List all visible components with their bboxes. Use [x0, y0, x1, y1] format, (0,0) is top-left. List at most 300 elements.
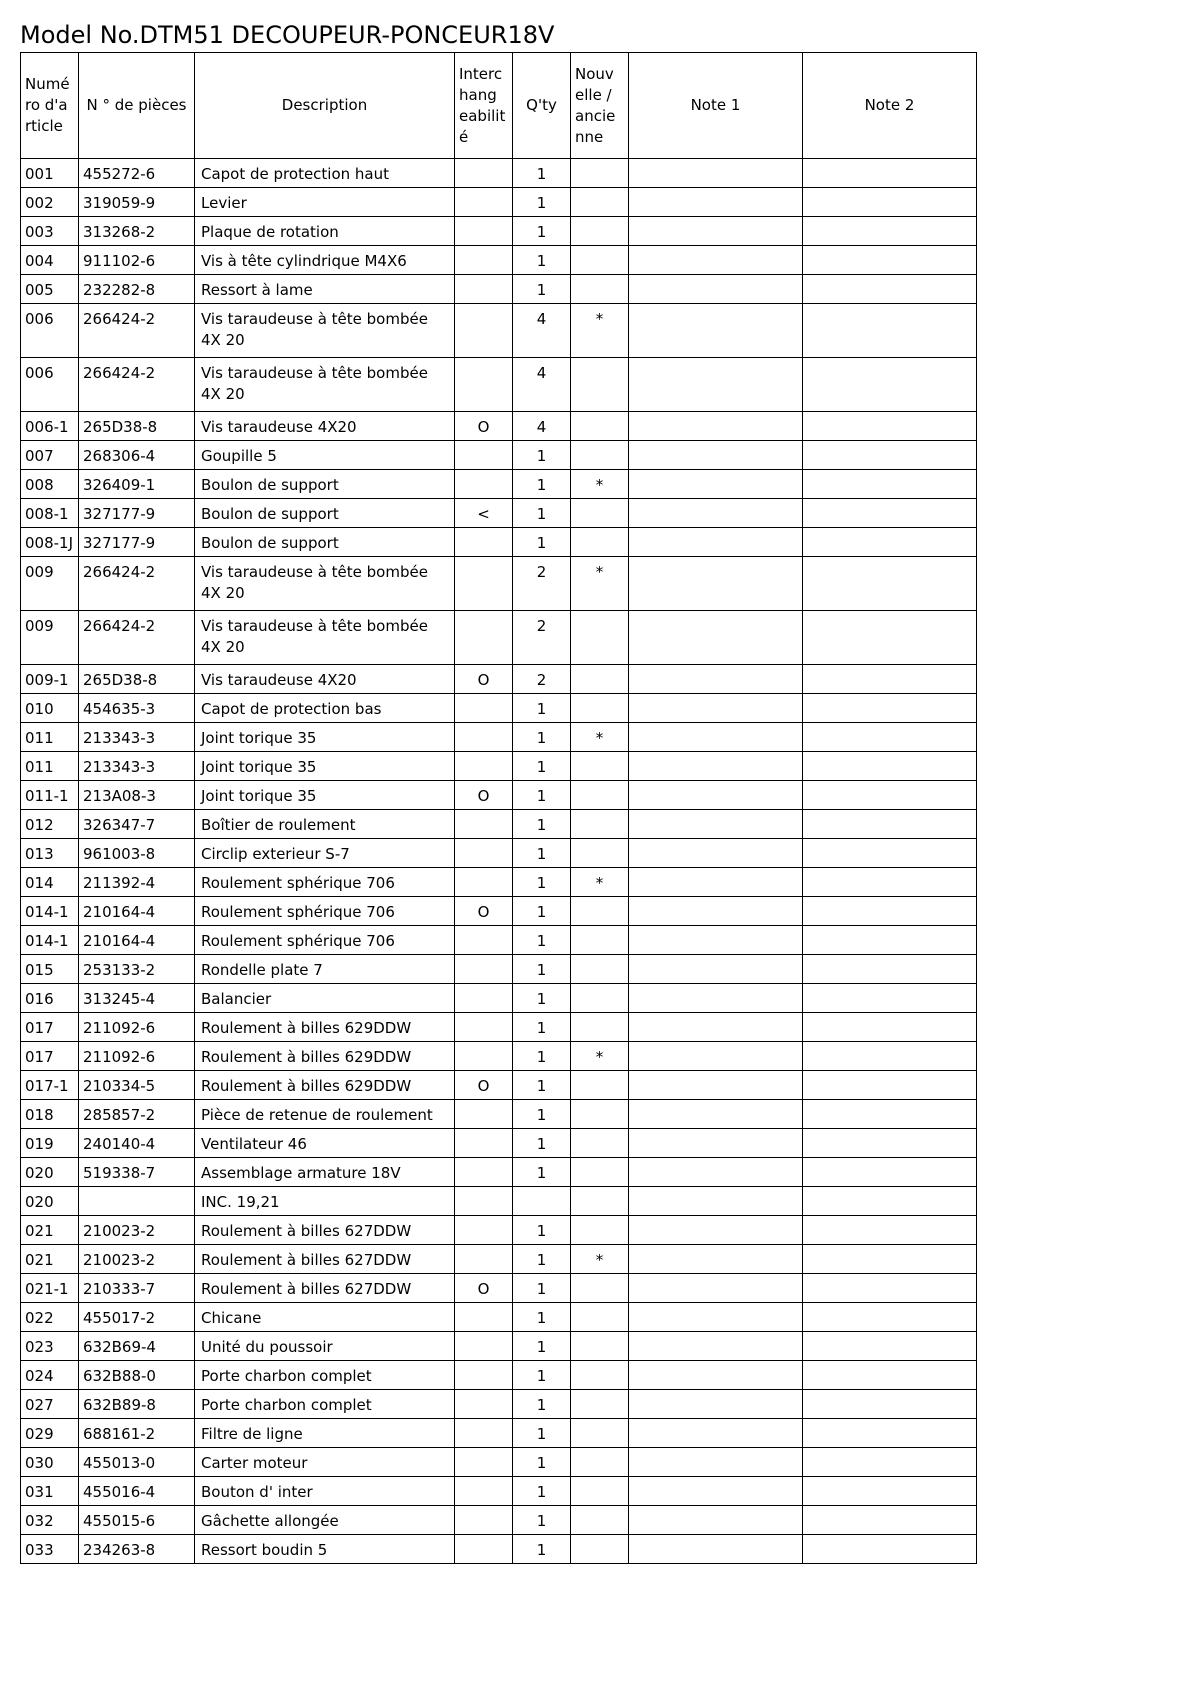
cell-item-no: 023 [21, 1332, 79, 1361]
table-row [21, 1013, 977, 1042]
cell-part-no [79, 1187, 195, 1216]
cell-item-no: 017 [21, 1013, 79, 1042]
cell-item-no: 001 [21, 159, 79, 188]
cell-item-no: 030 [21, 1448, 79, 1477]
cell-note-2 [803, 557, 977, 611]
cell-interchangeability [455, 839, 513, 868]
cell-part-no: 632B69-4 [79, 1332, 195, 1361]
table-row [21, 470, 977, 499]
cell-note-2 [803, 897, 977, 926]
table-row [21, 275, 977, 304]
cell-description: Vis taraudeuse à tête bombée 4X 20 [195, 358, 455, 412]
cell-item-no: 005 [21, 275, 79, 304]
cell-new-old: * [571, 723, 629, 752]
cell-description: Gâchette allongée [195, 1506, 455, 1535]
cell-item-no: 007 [21, 441, 79, 470]
table-row [21, 1042, 977, 1071]
cell-new-old [571, 217, 629, 246]
cell-interchangeability: < [455, 499, 513, 528]
cell-note-2 [803, 611, 977, 665]
cell-note-2 [803, 926, 977, 955]
cell-description: Roulement sphérique 706 [195, 868, 455, 897]
cell-qty: 1 [513, 159, 571, 188]
cell-part-no: 632B88-0 [79, 1361, 195, 1390]
cell-note-1 [629, 868, 803, 897]
cell-note-1 [629, 1535, 803, 1564]
cell-interchangeability: O [455, 1274, 513, 1303]
cell-note-2 [803, 412, 977, 441]
table-row [21, 358, 977, 412]
cell-qty: 1 [513, 955, 571, 984]
cell-item-no: 014 [21, 868, 79, 897]
cell-part-no: 326409-1 [79, 470, 195, 499]
cell-note-2 [803, 955, 977, 984]
cell-description: Boulon de support [195, 528, 455, 557]
cell-interchangeability [455, 1535, 513, 1564]
cell-interchangeability [455, 358, 513, 412]
cell-new-old [571, 1187, 629, 1216]
cell-note-2 [803, 1506, 977, 1535]
table-row [21, 1303, 977, 1332]
cell-interchangeability [455, 1477, 513, 1506]
cell-note-1 [629, 1100, 803, 1129]
cell-part-no: 210334-5 [79, 1071, 195, 1100]
table-row [21, 412, 977, 441]
cell-note-2 [803, 217, 977, 246]
table-row [21, 1216, 977, 1245]
cell-qty: 1 [513, 1158, 571, 1187]
cell-part-no: 268306-4 [79, 441, 195, 470]
cell-qty: 1 [513, 1216, 571, 1245]
cell-note-1 [629, 1419, 803, 1448]
cell-description: Roulement à billes 627DDW [195, 1245, 455, 1274]
cell-qty: 1 [513, 1245, 571, 1274]
cell-part-no: 455015-6 [79, 1506, 195, 1535]
cell-part-no: 210023-2 [79, 1245, 195, 1274]
cell-note-1 [629, 528, 803, 557]
cell-interchangeability [455, 1013, 513, 1042]
cell-interchangeability [455, 470, 513, 499]
cell-part-no: 213A08-3 [79, 781, 195, 810]
cell-part-no: 327177-9 [79, 499, 195, 528]
cell-interchangeability [455, 1100, 513, 1129]
cell-note-1 [629, 557, 803, 611]
cell-qty: 1 [513, 984, 571, 1013]
cell-note-1 [629, 1274, 803, 1303]
cell-note-2 [803, 694, 977, 723]
cell-new-old [571, 1158, 629, 1187]
cell-note-2 [803, 1477, 977, 1506]
table-row [21, 1187, 977, 1216]
cell-item-no: 017-1 [21, 1071, 79, 1100]
table-row [21, 188, 977, 217]
cell-part-no: 961003-8 [79, 839, 195, 868]
cell-interchangeability [455, 557, 513, 611]
cell-item-no: 015 [21, 955, 79, 984]
table-row [21, 1071, 977, 1100]
cell-description: Roulement à billes 629DDW [195, 1013, 455, 1042]
cell-description: Bouton d' inter [195, 1477, 455, 1506]
cell-note-1 [629, 1216, 803, 1245]
cell-qty: 1 [513, 752, 571, 781]
cell-part-no: 240140-4 [79, 1129, 195, 1158]
cell-interchangeability: O [455, 412, 513, 441]
cell-qty: 1 [513, 1071, 571, 1100]
cell-note-1 [629, 1071, 803, 1100]
cell-qty: 4 [513, 412, 571, 441]
cell-interchangeability [455, 304, 513, 358]
cell-new-old: * [571, 1042, 629, 1071]
cell-interchangeability [455, 1506, 513, 1535]
cell-description: Ventilateur 46 [195, 1129, 455, 1158]
cell-note-1 [629, 358, 803, 412]
cell-part-no: 319059-9 [79, 188, 195, 217]
table-row [21, 839, 977, 868]
cell-note-1 [629, 470, 803, 499]
header-qty: Q'ty [513, 53, 571, 159]
table-row [21, 984, 977, 1013]
cell-note-1 [629, 611, 803, 665]
cell-part-no: 688161-2 [79, 1419, 195, 1448]
cell-interchangeability [455, 528, 513, 557]
cell-note-1 [629, 1042, 803, 1071]
cell-part-no: 266424-2 [79, 557, 195, 611]
cell-qty: 1 [513, 1419, 571, 1448]
cell-interchangeability [455, 275, 513, 304]
cell-note-2 [803, 1129, 977, 1158]
cell-interchangeability [455, 1303, 513, 1332]
cell-note-2 [803, 723, 977, 752]
cell-qty: 1 [513, 1448, 571, 1477]
cell-new-old [571, 1013, 629, 1042]
table-row [21, 926, 977, 955]
table-row [21, 1477, 977, 1506]
document-title: Model No.DTM51 DECOUPEUR-PONCEUR18V [20, 21, 555, 49]
cell-note-1 [629, 412, 803, 441]
cell-interchangeability [455, 752, 513, 781]
cell-qty: 2 [513, 557, 571, 611]
cell-note-1 [629, 1390, 803, 1419]
cell-description: Vis taraudeuse à tête bombée 4X 20 [195, 611, 455, 665]
header-new-old: Nouv elle / ancie nne [571, 53, 629, 159]
cell-interchangeability [455, 188, 513, 217]
cell-new-old [571, 1216, 629, 1245]
cell-note-1 [629, 723, 803, 752]
cell-note-1 [629, 694, 803, 723]
cell-item-no: 003 [21, 217, 79, 246]
cell-qty: 4 [513, 304, 571, 358]
header-description: Description [195, 53, 455, 159]
cell-qty: 1 [513, 839, 571, 868]
cell-item-no: 018 [21, 1100, 79, 1129]
cell-interchangeability [455, 810, 513, 839]
cell-note-2 [803, 1361, 977, 1390]
cell-description: Roulement à billes 629DDW [195, 1042, 455, 1071]
cell-note-2 [803, 441, 977, 470]
cell-item-no: 031 [21, 1477, 79, 1506]
cell-qty: 1 [513, 1390, 571, 1419]
cell-item-no: 002 [21, 188, 79, 217]
cell-interchangeability [455, 955, 513, 984]
cell-new-old [571, 1129, 629, 1158]
cell-note-1 [629, 1129, 803, 1158]
table-row [21, 611, 977, 665]
cell-qty: 1 [513, 694, 571, 723]
cell-description: Circlip exterieur S-7 [195, 839, 455, 868]
cell-qty: 1 [513, 275, 571, 304]
cell-new-old [571, 1274, 629, 1303]
cell-description: Roulement sphérique 706 [195, 897, 455, 926]
cell-qty: 1 [513, 926, 571, 955]
cell-description: Filtre de ligne [195, 1419, 455, 1448]
cell-item-no: 006 [21, 304, 79, 358]
cell-description: Capot de protection bas [195, 694, 455, 723]
table-row [21, 810, 977, 839]
cell-new-old: * [571, 557, 629, 611]
cell-note-2 [803, 188, 977, 217]
cell-note-1 [629, 1013, 803, 1042]
cell-note-1 [629, 1477, 803, 1506]
cell-note-2 [803, 1448, 977, 1477]
cell-note-2 [803, 752, 977, 781]
cell-note-2 [803, 1013, 977, 1042]
cell-interchangeability [455, 1332, 513, 1361]
cell-new-old [571, 1303, 629, 1332]
table-row [21, 304, 977, 358]
cell-description: Assemblage armature 18V [195, 1158, 455, 1187]
cell-new-old [571, 897, 629, 926]
cell-note-1 [629, 1448, 803, 1477]
cell-item-no: 017 [21, 1042, 79, 1071]
cell-note-1 [629, 1303, 803, 1332]
cell-note-1 [629, 752, 803, 781]
cell-note-2 [803, 665, 977, 694]
cell-note-1 [629, 246, 803, 275]
table-row [21, 723, 977, 752]
cell-qty: 1 [513, 528, 571, 557]
cell-new-old [571, 984, 629, 1013]
cell-interchangeability [455, 723, 513, 752]
cell-qty: 1 [513, 1361, 571, 1390]
cell-description: Porte charbon complet [195, 1390, 455, 1419]
table-row [21, 1158, 977, 1187]
cell-note-1 [629, 926, 803, 955]
cell-qty: 1 [513, 723, 571, 752]
cell-part-no: 519338-7 [79, 1158, 195, 1187]
cell-interchangeability [455, 1216, 513, 1245]
cell-note-1 [629, 810, 803, 839]
cell-new-old [571, 159, 629, 188]
cell-note-1 [629, 955, 803, 984]
cell-note-2 [803, 1100, 977, 1129]
cell-part-no: 455017-2 [79, 1303, 195, 1332]
cell-description: Carter moteur [195, 1448, 455, 1477]
cell-description: Vis taraudeuse à tête bombée 4X 20 [195, 557, 455, 611]
cell-interchangeability [455, 246, 513, 275]
cell-new-old [571, 358, 629, 412]
cell-description: Roulement à billes 627DDW [195, 1216, 455, 1245]
cell-new-old [571, 665, 629, 694]
cell-qty: 1 [513, 781, 571, 810]
cell-item-no: 021 [21, 1216, 79, 1245]
cell-note-2 [803, 499, 977, 528]
cell-interchangeability [455, 926, 513, 955]
cell-new-old [571, 1506, 629, 1535]
cell-description: Joint torique 35 [195, 723, 455, 752]
cell-new-old [571, 839, 629, 868]
header-note-1: Note 1 [629, 53, 803, 159]
cell-item-no: 014-1 [21, 926, 79, 955]
cell-description: Goupille 5 [195, 441, 455, 470]
cell-part-no: 455016-4 [79, 1477, 195, 1506]
cell-qty: 1 [513, 246, 571, 275]
cell-qty: 1 [513, 1274, 571, 1303]
cell-interchangeability: O [455, 665, 513, 694]
cell-part-no: 211092-6 [79, 1013, 195, 1042]
cell-item-no: 032 [21, 1506, 79, 1535]
cell-note-1 [629, 275, 803, 304]
cell-description: Capot de protection haut [195, 159, 455, 188]
cell-note-1 [629, 1245, 803, 1274]
cell-qty: 1 [513, 1332, 571, 1361]
cell-description: Levier [195, 188, 455, 217]
header-note-2: Note 2 [803, 53, 977, 159]
cell-note-1 [629, 1187, 803, 1216]
cell-item-no: 006 [21, 358, 79, 412]
cell-description: Boulon de support [195, 470, 455, 499]
cell-part-no: 455013-0 [79, 1448, 195, 1477]
cell-interchangeability: O [455, 781, 513, 810]
cell-qty: 1 [513, 499, 571, 528]
cell-note-2 [803, 358, 977, 412]
cell-note-2 [803, 470, 977, 499]
cell-interchangeability [455, 217, 513, 246]
cell-item-no: 008 [21, 470, 79, 499]
cell-item-no: 008-1 [21, 499, 79, 528]
cell-note-2 [803, 1071, 977, 1100]
cell-qty: 4 [513, 358, 571, 412]
cell-part-no: 313245-4 [79, 984, 195, 1013]
table-row [21, 557, 977, 611]
cell-description: Porte charbon complet [195, 1361, 455, 1390]
cell-description: Vis taraudeuse à tête bombée 4X 20 [195, 304, 455, 358]
cell-new-old [571, 499, 629, 528]
cell-qty: 1 [513, 1013, 571, 1042]
cell-note-2 [803, 1535, 977, 1564]
cell-description: Joint torique 35 [195, 781, 455, 810]
cell-item-no: 022 [21, 1303, 79, 1332]
cell-item-no: 021-1 [21, 1274, 79, 1303]
cell-note-1 [629, 665, 803, 694]
cell-note-1 [629, 984, 803, 1013]
cell-item-no: 021 [21, 1245, 79, 1274]
cell-description: Roulement à billes 629DDW [195, 1071, 455, 1100]
cell-interchangeability [455, 1158, 513, 1187]
cell-qty: 1 [513, 1303, 571, 1332]
cell-part-no: 266424-2 [79, 611, 195, 665]
cell-interchangeability [455, 1187, 513, 1216]
table-row [21, 1390, 977, 1419]
cell-note-1 [629, 1506, 803, 1535]
cell-item-no: 024 [21, 1361, 79, 1390]
cell-interchangeability [455, 441, 513, 470]
cell-note-1 [629, 897, 803, 926]
cell-part-no: 313268-2 [79, 217, 195, 246]
parts-table-body [21, 159, 977, 1564]
table-row [21, 1506, 977, 1535]
header-part-no: N ° de pièces [79, 53, 195, 159]
table-row [21, 1332, 977, 1361]
cell-part-no: 213343-3 [79, 723, 195, 752]
cell-item-no: 011 [21, 723, 79, 752]
cell-part-no: 266424-2 [79, 358, 195, 412]
cell-part-no: 210333-7 [79, 1274, 195, 1303]
cell-description: Plaque de rotation [195, 217, 455, 246]
table-row [21, 1419, 977, 1448]
header-item-no: Numé ro d'a rticle [21, 53, 79, 159]
cell-note-1 [629, 188, 803, 217]
cell-new-old [571, 611, 629, 665]
cell-note-1 [629, 304, 803, 358]
cell-new-old [571, 810, 629, 839]
cell-part-no: 213343-3 [79, 752, 195, 781]
cell-part-no: 454635-3 [79, 694, 195, 723]
cell-description: Boulon de support [195, 499, 455, 528]
table-row [21, 217, 977, 246]
cell-item-no: 012 [21, 810, 79, 839]
cell-qty [513, 1187, 571, 1216]
cell-note-1 [629, 1158, 803, 1187]
cell-part-no: 211392-4 [79, 868, 195, 897]
cell-description: Vis taraudeuse 4X20 [195, 412, 455, 441]
cell-item-no: 020 [21, 1158, 79, 1187]
cell-qty: 1 [513, 897, 571, 926]
cell-qty: 1 [513, 441, 571, 470]
cell-interchangeability [455, 868, 513, 897]
cell-description: Rondelle plate 7 [195, 955, 455, 984]
cell-part-no: 210164-4 [79, 926, 195, 955]
cell-part-no: 266424-2 [79, 304, 195, 358]
cell-new-old [571, 1100, 629, 1129]
table-row [21, 1100, 977, 1129]
cell-new-old [571, 528, 629, 557]
cell-note-2 [803, 246, 977, 275]
cell-note-2 [803, 159, 977, 188]
cell-new-old [571, 1361, 629, 1390]
cell-item-no: 019 [21, 1129, 79, 1158]
cell-qty: 1 [513, 1100, 571, 1129]
table-row [21, 1361, 977, 1390]
table-row [21, 499, 977, 528]
table-row [21, 897, 977, 926]
cell-new-old [571, 1332, 629, 1361]
cell-note-2 [803, 1158, 977, 1187]
cell-new-old [571, 781, 629, 810]
cell-note-2 [803, 528, 977, 557]
cell-qty: 1 [513, 868, 571, 897]
cell-part-no: 326347-7 [79, 810, 195, 839]
table-row [21, 1245, 977, 1274]
table-row [21, 694, 977, 723]
cell-part-no: 210164-4 [79, 897, 195, 926]
cell-note-2 [803, 1042, 977, 1071]
cell-interchangeability [455, 159, 513, 188]
cell-new-old [571, 441, 629, 470]
cell-description: Vis taraudeuse 4X20 [195, 665, 455, 694]
cell-note-2 [803, 1419, 977, 1448]
cell-note-2 [803, 1390, 977, 1419]
cell-note-2 [803, 1245, 977, 1274]
